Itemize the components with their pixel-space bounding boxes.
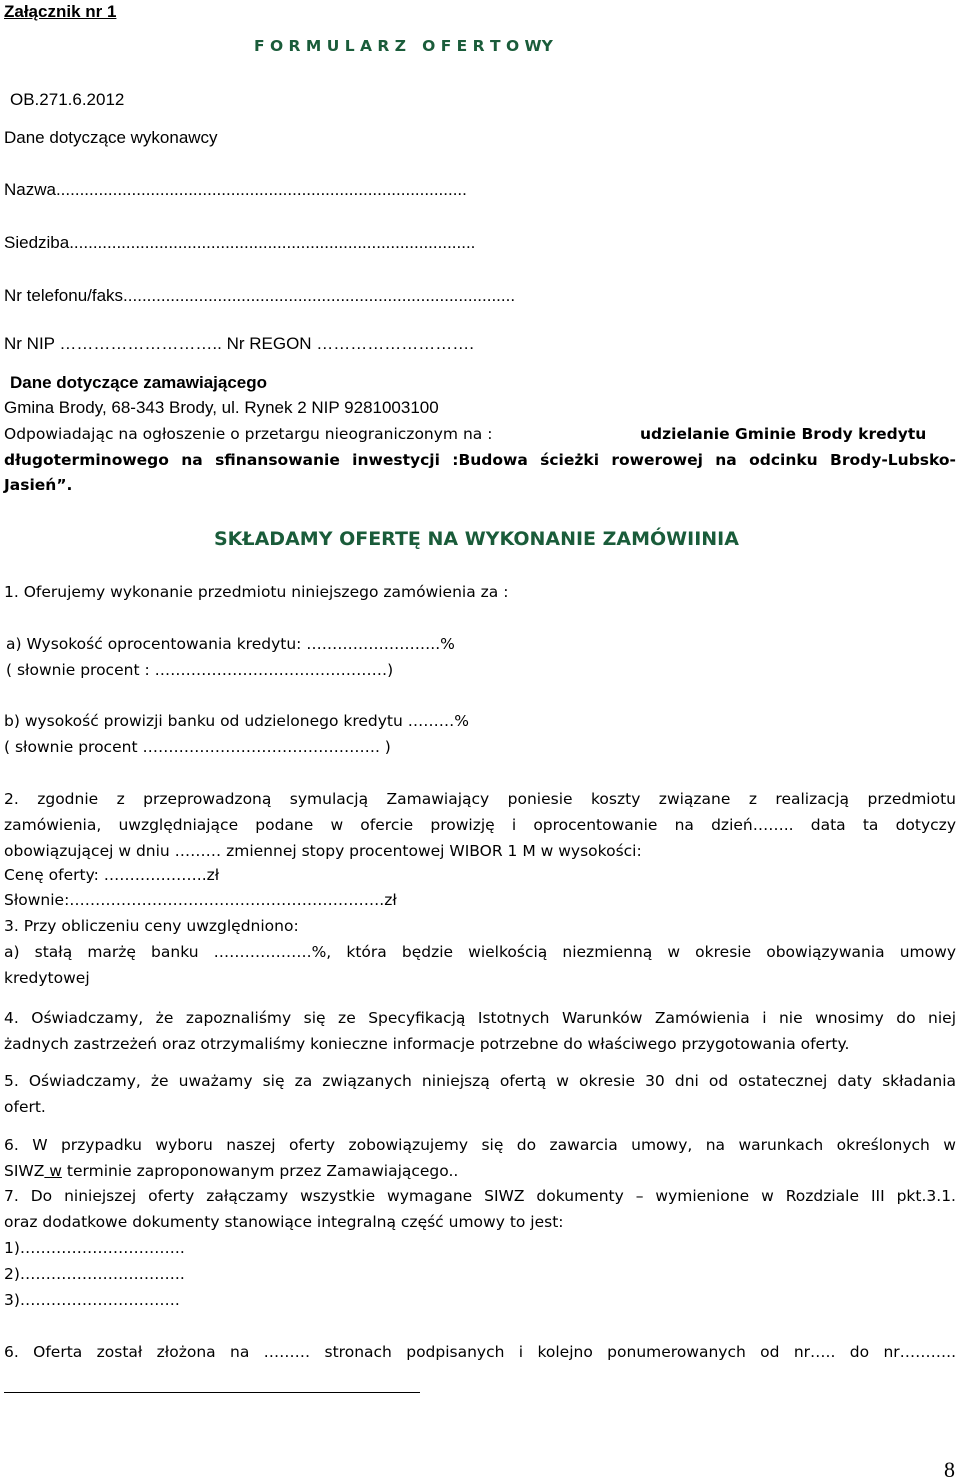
reference-number: OB.271.6.2012 [10, 90, 125, 109]
offer-price-field: Cenę oferty: ………………..zł [4, 866, 220, 884]
attachment-3-field: 3)…………………………. [4, 1291, 180, 1309]
point-4-line-2: żadnych zastrzeżeń oraz otrzymaliśmy konieczne informacje potrzebne do właściwego przygotowania oferty. [4, 1035, 850, 1053]
point-6-line-1: 6. W przypadku wyboru naszej oferty zobowiązujemy się do zawarcia umowy, na warunkach określonych w [4, 1136, 956, 1154]
interest-rate-field: a) Wysokość oprocentowania kredytu: ……………………..% [6, 635, 455, 653]
point-4-line-1: 4. Oświadczamy, że zapoznaliśmy się ze Specyfikacją Istotnych Warunków Zamówienia i nie wnosimy do niej [4, 1009, 956, 1027]
point-6-line-2 [4, 1161, 458, 1181]
attachment-2-field: 2)………………………….. [4, 1265, 185, 1283]
contractor-seat-field: Siedziba...................................................................................... [4, 233, 476, 252]
siwz-abbrev: SIWZ [4, 1162, 45, 1180]
offer-heading: SKŁADAMY OFERTĘ NA WYKONANIE ZAMÓWIINIA [214, 528, 739, 550]
page-number: 8 [944, 1457, 955, 1482]
interest-rate-words: ( słownie procent : ………………………………………) [6, 661, 394, 679]
point-3a-line-1: a) stałą marżę banku ……………….%, która będzie wielkością niezmienną w okresie obowiązywania umowy [4, 943, 956, 961]
point-5-line-1: 5. Oświadczamy, że uważamy się za związanych niniejszą ofertą w okresie 30 dni od ostatecznej daty składania [4, 1072, 956, 1090]
form-title: F O R M U L A R Z O F E R T O WY [254, 37, 553, 55]
point-2-line-3: obowiązującej w dniu ……… zmiennej stopy procentowej WIBOR 1 M w wysokości: [4, 842, 642, 860]
client-heading: Dane dotyczące zamawiającego [10, 373, 268, 392]
point-8-pages: 6. Oferta został złożona na ……… stronach podpisanych i kolejno ponumerowanych od nr….. do nr……….. [4, 1343, 956, 1361]
annex-label: Załącznik nr 1 [4, 2, 117, 21]
intro-text-line2: długoterminowego na sfinansowanie inwestycji :Budowa ścieżki rowerowej na odcinku Brody-Lubsko- [4, 451, 956, 469]
intro-text-line3: Jasień”. [4, 476, 73, 494]
signature-line [4, 1392, 420, 1393]
point-5-line-2: ofert. [4, 1098, 46, 1116]
attachment-1-field: 1)………………………….. [4, 1239, 185, 1257]
point-3a-line-2: kredytowej [4, 969, 90, 987]
commission-words: ( słownie procent ………………………………………. ) [4, 738, 391, 756]
contractor-heading: Dane dotyczące wykonawcy [4, 128, 218, 147]
point-3: 3. Przy obliczeniu ceny uwzględniono: [4, 917, 299, 935]
contractor-phone-field: Nr telefonu/faks................................................................................... [4, 286, 516, 305]
intro-text-a: Odpowiadając na ogłoszenie o przetargu nieograniczonym na : [4, 425, 493, 443]
contractor-nip-regon-field: Nr NIP ……………………….. Nr REGON ………………………. [4, 334, 475, 353]
intro-text-b: udzielanie Gminie Brody kredytu [640, 425, 927, 443]
point-2-line-2: zamówienia, uwzględniające podane w ofercie prowizję i oprocentowanie na dzień…….. data ta dotyczy [4, 816, 956, 834]
price-in-words-field: Słownie:…………………………………………………….zł [4, 891, 397, 909]
siwz-underlined-gap: w [44, 1162, 62, 1180]
contractor-name-field: Nazwa....................................................................................... [4, 180, 467, 199]
offer-point-1: 1. Oferujemy wykonanie przedmiotu niniejszego zamówienia za : [4, 583, 509, 601]
point-2-line-1: 2. zgodnie z przeprowadzoną symulacją Zamawiający poniesie koszty związane z realizacją przedmiotu [4, 790, 956, 808]
point-7-line-2: oraz dodatkowe dokumenty stanowiące integralną część umowy to jest: [4, 1213, 564, 1231]
client-address: Gmina Brody, 68-343 Brody, ul. Rynek 2 NIP 9281003100 [4, 398, 439, 417]
point-7-line-1: 7. Do niniejszej oferty załączamy wszystkie wymagane SIWZ dokumenty – wymienione w Rozdziale III pkt.3.1. [4, 1187, 956, 1205]
point-6-line-2-rest: terminie zaproponowanym przez Zamawiającego.. [61, 1162, 459, 1180]
commission-field: b) wysokość prowizji banku od udzielonego kredytu ………% [4, 712, 469, 730]
